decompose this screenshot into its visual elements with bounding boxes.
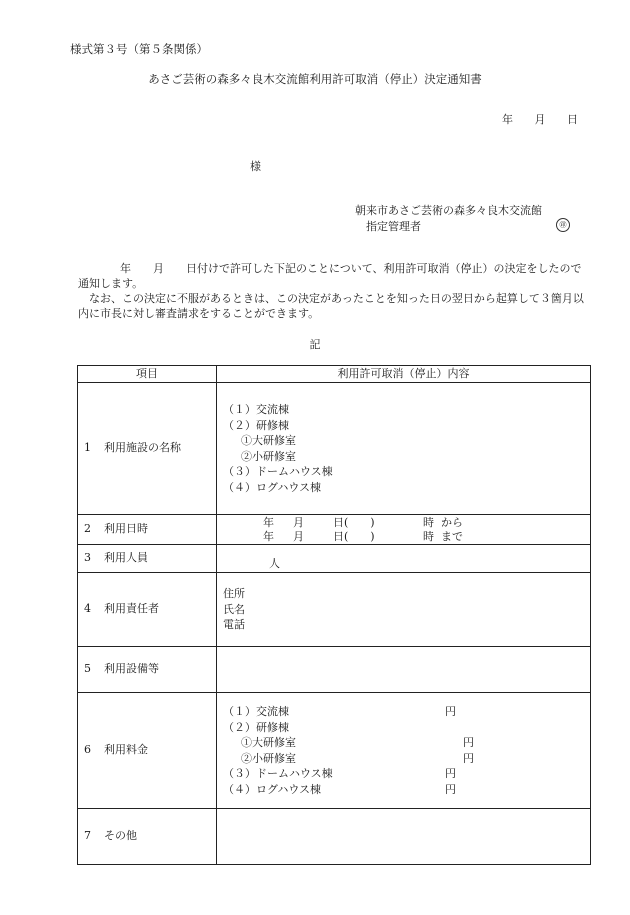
date-day-label: 日 bbox=[567, 113, 578, 126]
persons-unit: 人 bbox=[269, 557, 280, 571]
dt-hour: 時 bbox=[423, 515, 434, 529]
facility-item: （１）交流棟 bbox=[223, 403, 289, 416]
row-label-text: 利用設備等 bbox=[104, 662, 159, 676]
fee-unit: 円 bbox=[445, 767, 456, 780]
fee-label: （３）ドームハウス棟 bbox=[223, 767, 333, 780]
fee-unit: 円 bbox=[445, 782, 456, 796]
document-title: あさご芸術の森多々良木交流館利用許可取消（停止）決定通知書 bbox=[148, 72, 482, 86]
table-row-fees bbox=[78, 693, 591, 809]
responsible-address-label: 住所 bbox=[223, 587, 245, 601]
dt-to: まで bbox=[441, 529, 463, 543]
notice-paragraph-1-text: 年 月 日付けで許可した下記のことについて、利用許可取消（停止）の決定をしたので通知します。 bbox=[78, 262, 582, 290]
responsible-name-label: 氏名 bbox=[223, 602, 245, 616]
row-number: 5 bbox=[84, 662, 91, 676]
row-number: 3 bbox=[84, 551, 91, 565]
row-label bbox=[78, 693, 217, 809]
header-item: 項目 bbox=[78, 366, 217, 383]
notice-paragraph-1 bbox=[78, 262, 584, 292]
form-number: 様式第３号（第５条関係） bbox=[70, 42, 208, 56]
fee-item bbox=[223, 766, 584, 782]
date-month-label: 月 bbox=[534, 113, 546, 126]
row-number: 6 bbox=[84, 743, 91, 757]
manager-label: 指定管理者 bbox=[366, 220, 421, 233]
header-content: 利用許可取消（停止）内容 bbox=[217, 366, 591, 383]
facility-list bbox=[217, 383, 591, 515]
issue-date bbox=[502, 113, 578, 128]
row-label bbox=[78, 545, 217, 573]
dt-month: 月 bbox=[293, 529, 304, 543]
notice-body bbox=[78, 262, 584, 321]
fee-item bbox=[223, 735, 584, 751]
row-label bbox=[78, 573, 217, 647]
table-row-facility bbox=[78, 383, 591, 515]
row-label-text: 利用料金 bbox=[104, 743, 148, 757]
fee-unit: 円 bbox=[463, 751, 474, 765]
row-label-text: 利用人員 bbox=[104, 551, 148, 565]
fee-label: （２）研修棟 bbox=[223, 720, 289, 734]
facility-item: （４）ログハウス棟 bbox=[223, 480, 322, 494]
table-row-persons bbox=[78, 545, 591, 573]
facility-item: ①大研修室 bbox=[241, 434, 296, 447]
row-label bbox=[78, 515, 217, 545]
persons-cell bbox=[217, 545, 591, 573]
issuer-name: 朝来市あさご芸術の森多々良木交流館 bbox=[355, 204, 542, 217]
row-number: 1 bbox=[84, 441, 91, 455]
notice-paragraph-2 bbox=[78, 292, 584, 322]
row-label-text: その他 bbox=[104, 829, 137, 843]
row-label-text: 利用日時 bbox=[104, 522, 148, 536]
row-label-text: 利用施設の名称 bbox=[104, 441, 181, 455]
fee-label: （４）ログハウス棟 bbox=[223, 782, 322, 796]
row-number: 4 bbox=[84, 602, 91, 616]
fees-cell bbox=[217, 693, 591, 809]
table-row-other bbox=[78, 809, 591, 865]
notice-paragraph-2-text: なお、この決定に不服があるときは、この決定があったことを知った日の翌日から起算して３箇月以内に市長に対し審査請求をすることができます。 bbox=[78, 291, 584, 320]
addressee-suffix: 様 bbox=[250, 160, 261, 173]
facility-item: ②小研修室 bbox=[241, 449, 296, 463]
row-label bbox=[78, 809, 217, 865]
table-row-responsible bbox=[78, 573, 591, 647]
fee-unit: 円 bbox=[445, 705, 456, 718]
dt-year: 年 bbox=[263, 529, 274, 543]
fee-label: ①大研修室 bbox=[241, 736, 296, 749]
row-label-text: 利用責任者 bbox=[104, 602, 159, 616]
table-row-equipment bbox=[78, 647, 591, 693]
row-label bbox=[78, 383, 217, 515]
seal-icon: ㊞ bbox=[556, 218, 570, 232]
fee-item bbox=[223, 782, 584, 798]
table-header-row bbox=[78, 366, 591, 383]
table-row-datetime bbox=[78, 515, 591, 545]
fee-item bbox=[223, 704, 584, 720]
row-label bbox=[78, 647, 217, 693]
fee-unit: 円 bbox=[463, 736, 474, 749]
equipment-cell bbox=[217, 647, 591, 693]
dt-year: 年 bbox=[263, 515, 274, 529]
datetime-start bbox=[223, 516, 584, 530]
facility-item: （３）ドームハウス棟 bbox=[223, 465, 333, 478]
row-number: 7 bbox=[84, 829, 91, 843]
facility-item: （２）研修棟 bbox=[223, 418, 289, 432]
fee-label: （１）交流棟 bbox=[223, 705, 289, 718]
datetime-end bbox=[223, 530, 584, 544]
fee-item bbox=[223, 751, 584, 767]
fee-label: ②小研修室 bbox=[241, 751, 296, 765]
date-year-label: 年 bbox=[502, 113, 513, 126]
cancellation-details-table bbox=[77, 365, 591, 865]
dt-day: 日( ) bbox=[333, 515, 375, 529]
dt-month: 月 bbox=[293, 515, 304, 529]
memo-label: 記 bbox=[309, 338, 321, 351]
datetime-cell bbox=[217, 515, 591, 545]
dt-hour: 時 bbox=[423, 529, 434, 543]
dt-from: から bbox=[441, 515, 463, 529]
responsible-phone-label: 電話 bbox=[223, 618, 245, 632]
other-cell bbox=[217, 809, 591, 865]
fee-item bbox=[223, 720, 584, 736]
dt-day: 日( ) bbox=[333, 529, 375, 543]
responsible-cell bbox=[217, 573, 591, 647]
row-number: 2 bbox=[84, 522, 91, 536]
